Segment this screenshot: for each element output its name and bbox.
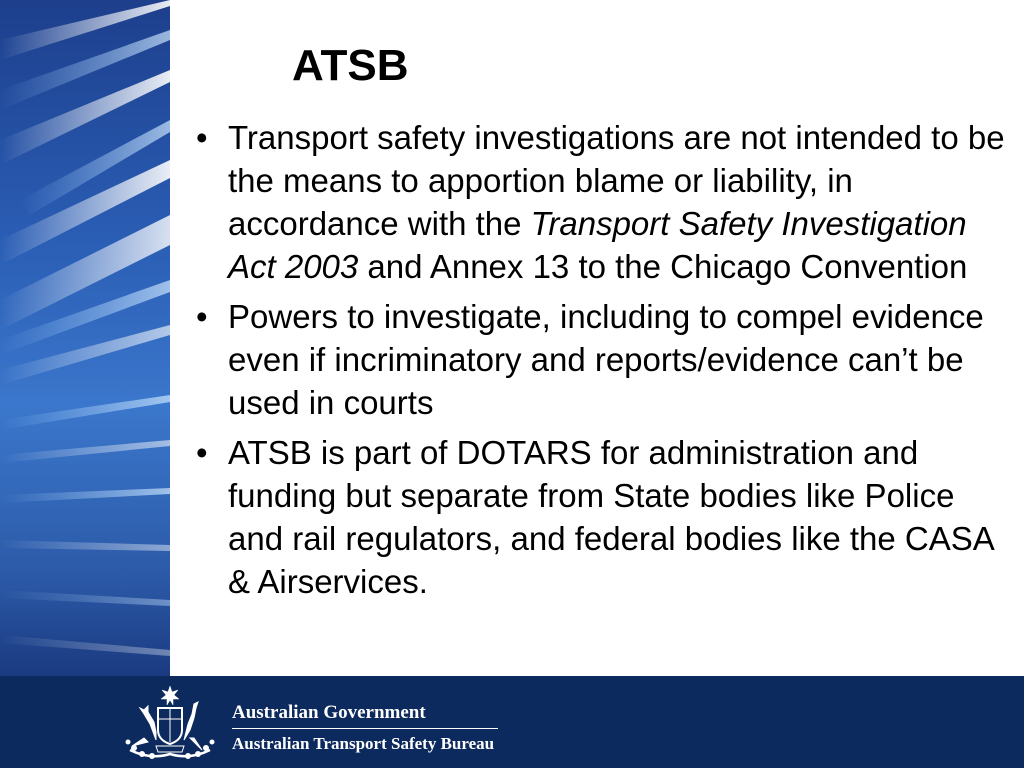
australian-government-label: Australian Government	[232, 702, 426, 723]
bullet-text-italic: Transport Safety Investigation Act 2003	[228, 205, 967, 285]
bullet-item	[196, 116, 1006, 288]
bullet-dot-icon: •	[196, 434, 208, 471]
bullet-item	[196, 295, 1006, 424]
slide-title: ATSB	[292, 41, 409, 90]
decorative-side-panel	[0, 0, 170, 676]
bullet-dot-icon: •	[196, 119, 208, 156]
bullet-dot-icon: •	[196, 298, 208, 335]
light-streaks-graphic	[0, 0, 170, 676]
bullet-text: ATSB is part of DOTARS for administration and funding but separate from State bodies like Police and rail regulators, and federal bodies like the CASA & Airservices.	[228, 434, 993, 600]
footer-divider	[232, 728, 498, 729]
bullet-text: Powers to investigate, including to compel evidence even if incriminatory and reports/evidence can’t be used in courts	[228, 298, 984, 421]
bullet-list	[196, 116, 1006, 610]
bureau-name-label: Australian Transport Safety Bureau	[232, 734, 495, 753]
commonwealth-coat-of-arms-icon	[120, 684, 220, 762]
bullet-item	[196, 431, 1006, 603]
bullet-text-tail: and Annex 13 to the Chicago Convention	[358, 248, 968, 285]
bullet-text: Transport safety investigations are not intended to be the means to apportion blame or liability, in accordance with the	[228, 119, 1005, 242]
footer-bar	[0, 676, 1024, 768]
